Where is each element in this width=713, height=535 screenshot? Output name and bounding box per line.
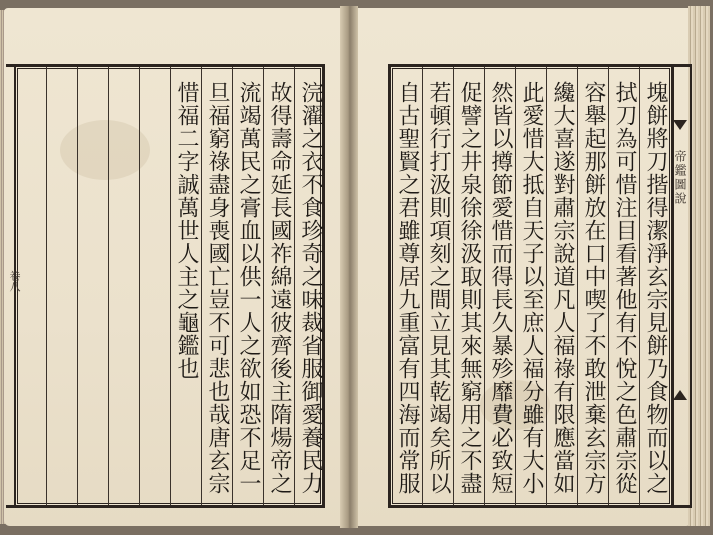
left-margin-label: 卷八 bbox=[8, 270, 21, 292]
text-column: 若頓行打汲則項刻之間立見其乾竭矣所以 bbox=[426, 81, 451, 495]
text-column: 旦福窮祿盡身喪國亡豈不可悲也哉唐玄宗 bbox=[205, 81, 230, 495]
text-column: 此愛惜大抵自天子以至庶人福分雖有大小 bbox=[519, 81, 544, 495]
text-column: 塊餅將刀揩得潔淨玄宗見餅乃食物而以之 bbox=[643, 81, 668, 495]
right-text-frame bbox=[388, 64, 674, 508]
text-column: 纔大喜遂對肅宗說道凡人福祿有限應當如 bbox=[550, 81, 575, 495]
text-column: 促譬之井泉徐徐汲取則其來無窮用之不盡 bbox=[457, 81, 482, 495]
text-column: 然皆以撙節愛惜而得長久暴殄靡費必致短 bbox=[488, 81, 513, 495]
text-column: 流竭萬民之膏血以供一人之欲如恐不足一 bbox=[236, 81, 261, 495]
right-margin-label: 帝鑑圖說 bbox=[673, 150, 687, 206]
text-column: 拭刀為可惜注目看著他有不悅之色肅宗從 bbox=[612, 81, 637, 495]
book-gutter bbox=[340, 6, 358, 528]
text-column: 自古聖賢之君雖尊居九重富有四海而常服 bbox=[395, 81, 420, 495]
right-fish-tail-margin bbox=[670, 64, 692, 508]
text-column: 故得壽命延長國祚綿遠彼齊後主隋煬帝之 bbox=[267, 81, 292, 495]
text-column: 浣濯之衣不食珍奇之味裁省服御愛養民力 bbox=[298, 81, 323, 495]
fish-tail-mark bbox=[673, 390, 687, 400]
text-column: 惜福二字誠萬世人主之龜鑑也 bbox=[174, 81, 199, 380]
text-column: 容舉起那餅放在口中喫了不敢泄棄玄宗方 bbox=[581, 81, 606, 495]
left-text-frame bbox=[14, 64, 325, 508]
fish-tail-mark bbox=[673, 120, 687, 130]
